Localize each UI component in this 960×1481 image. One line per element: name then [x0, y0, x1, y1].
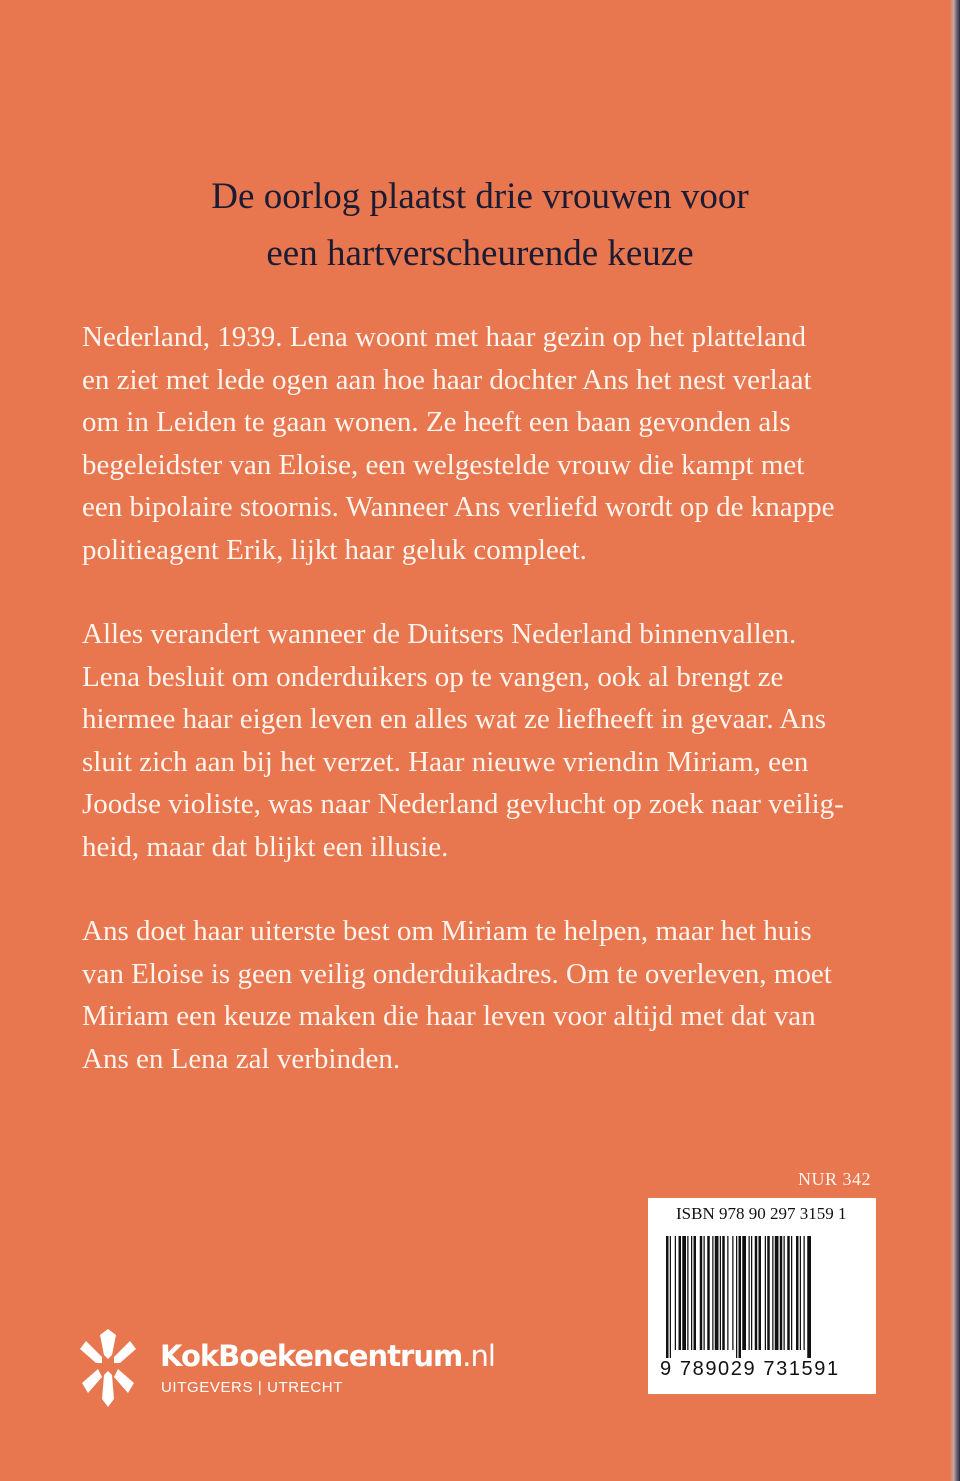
barcode-icon [666, 1236, 858, 1358]
heading-line: De oorlog plaatst drie vrouwen voor [211, 176, 749, 217]
blurb-paragraph-1 [82, 316, 882, 571]
text-line: Alles verandert wanneer de Duitsers Nederland binnenvallen. [82, 618, 797, 650]
text-line: heid, maar dat blijkt een illusie. [82, 830, 449, 863]
publisher-name [160, 1339, 495, 1373]
publisher-tld: .nl [462, 1339, 495, 1373]
publisher-tagline: UITGEVERS | UTRECHT [161, 1379, 343, 1396]
publisher-name-text: KokBoekencentrum [160, 1339, 463, 1373]
text-line: Ans en Lena zal verbinden. [82, 1042, 401, 1075]
nur-code: NUR 342 [798, 1169, 872, 1189]
text-line: Joodse violiste, was naar Nederland gevlucht op zoek naar veilig- [82, 788, 844, 820]
text-line: politieagent Erik, lijkt haar geluk compleet. [82, 533, 587, 566]
text-line: om in Leiden te gaan wonen. Ze heeft een baan gevonden als [82, 406, 791, 438]
isbn-number: ISBN 978 90 297 3159 1 [676, 1204, 847, 1223]
barcode-label [648, 1198, 876, 1394]
barcode-digits: 9 789029 731591 [660, 1358, 840, 1380]
text-line: Miriam een keuze maken die haar leven voor altijd met dat van [82, 1000, 816, 1032]
text-line: Nederland, 1939. Lena woont met haar gezin op het platteland [82, 321, 806, 353]
heading-line: een hartverscheurende keuze [266, 233, 694, 274]
tagline-heading [0, 168, 960, 282]
text-line: sluit zich aan bij het verzet. Haar nieuwe vriendin Miriam, een [82, 745, 809, 778]
text-line: van Eloise is geen veilig onderduikadres. Om te overleven, moet [82, 957, 832, 990]
text-line: Ans doet haar uiterste best om Miriam te helpen, maar het huis [82, 915, 812, 947]
text-line: en ziet met lede ogen aan hoe haar dochter Ans het nest verlaat [82, 363, 812, 396]
blurb-paragraph-3 [82, 910, 882, 1080]
text-line: Lena besluit om onderduikers op te vangen, ook al brengt ze [82, 660, 784, 693]
blurb-paragraph-2 [82, 613, 882, 868]
text-line: begeleidster van Eloise, een welgestelde vrouw die kampt met [82, 448, 805, 481]
text-line: een bipolaire stoornis. Wanneer Ans verliefd wordt op de knappe [82, 491, 835, 523]
text-line: hiermee haar eigen leven en alles wat ze liefheeft in gevaar. Ans [82, 703, 826, 735]
kokboekencentrum-star-icon [78, 1327, 138, 1409]
